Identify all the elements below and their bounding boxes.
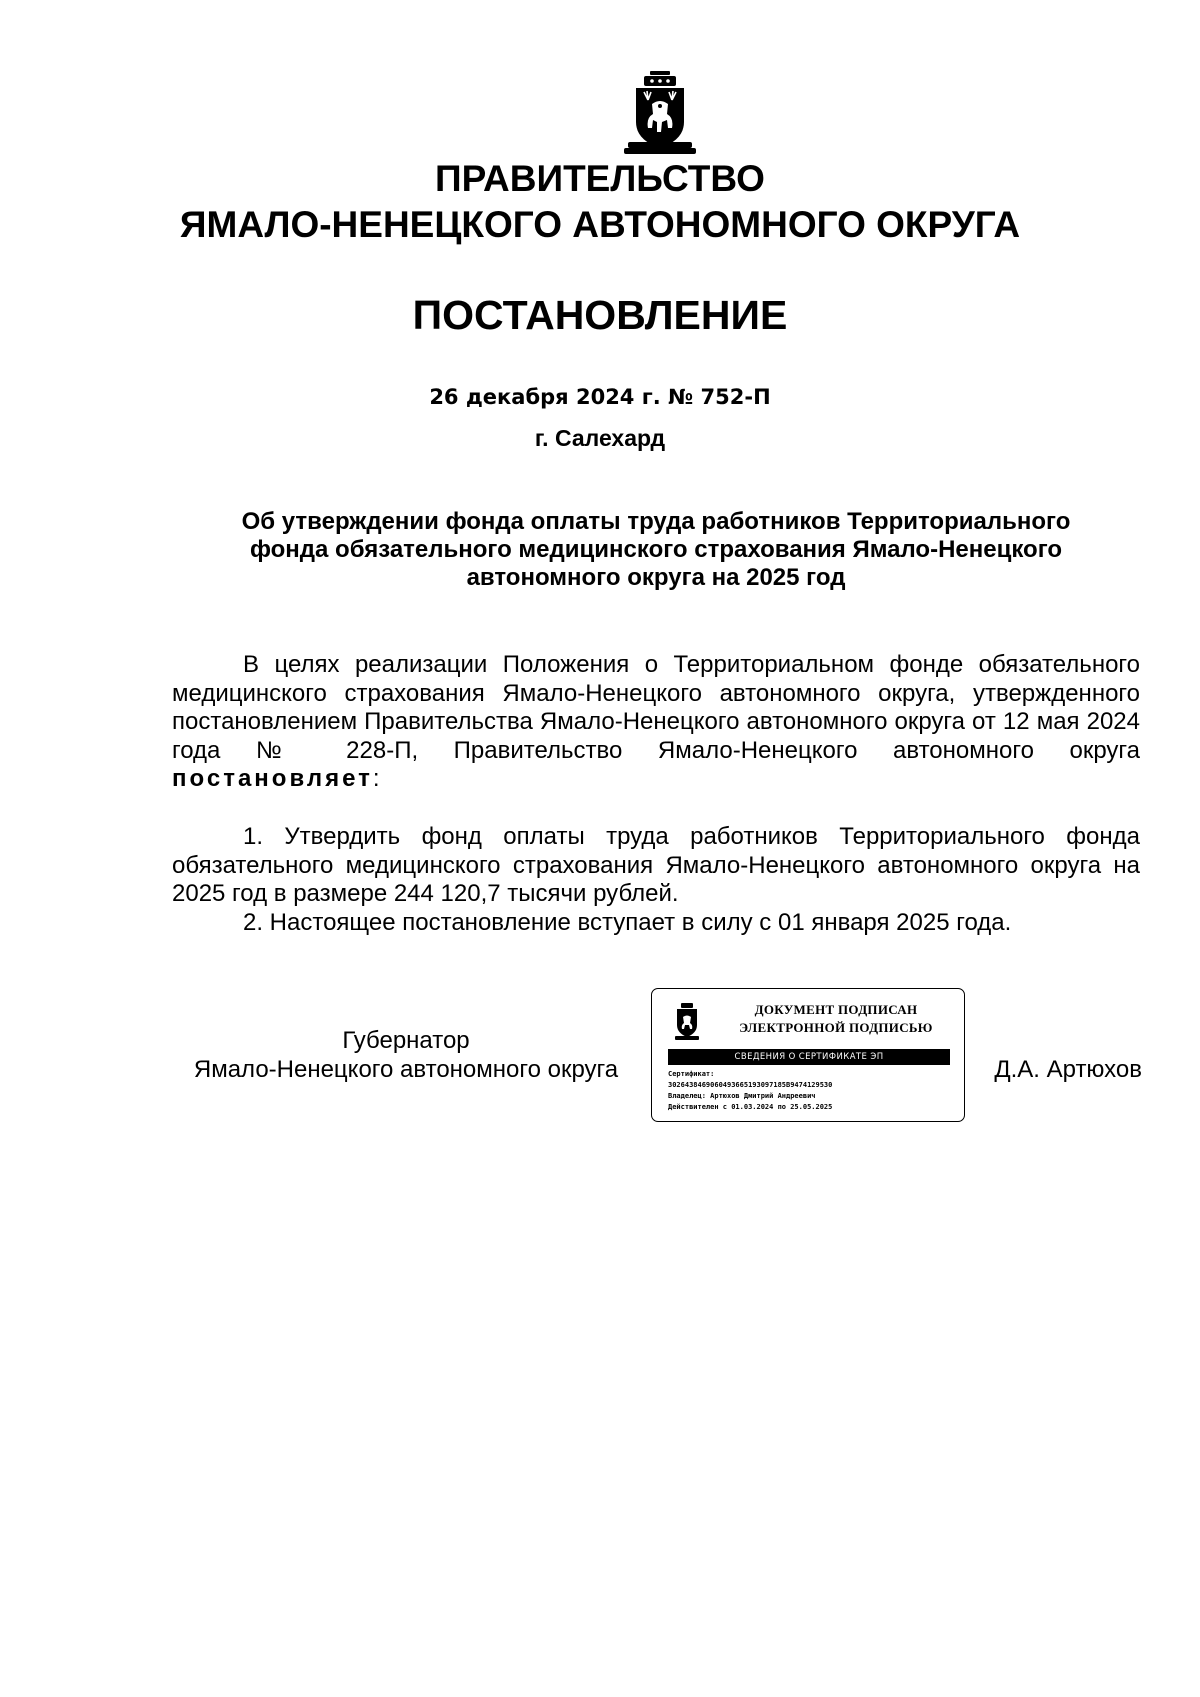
certificate-owner: Владелец: Артюхов Дмитрий Андреевич [668, 1092, 816, 1100]
subject-line-2: фонда обязательного медицинского страхования Ямало-Ненецкого [249, 536, 1063, 563]
resolution-item-2: 2. Настоящее постановление вступает в силу с 01 января 2025 года. [243, 908, 1012, 936]
resolution-item-1: 1. Утвердить фонд оплаты труда работников Территориального фонда обязательного медицинского страхования Ямало-Ненецкого автономного округа на 2025 год в размере 244 120,7 тысячи рублей. [172, 823, 1140, 907]
government-name-line-1: ПРАВИТЕЛЬСТВО [435, 158, 765, 199]
stamp-certificate-bar: СВЕДЕНИЯ О СЕРТИФИКАТЕ ЭП [668, 1049, 950, 1065]
preamble [172, 651, 1140, 794]
document-city: г. Салехард [534, 425, 666, 451]
subject-line-3: автономного округа на 2025 год [466, 564, 846, 591]
stamp-header-line-2: ЭЛЕКТРОННОЙ ПОДПИСЬЮ [739, 1020, 933, 1035]
decree-word: постановляет [172, 765, 373, 792]
signatory-name: Д.А. Артюхов [994, 1056, 1142, 1083]
certificate-number: 3026438469060493665193097185B9474129530 [668, 1081, 833, 1089]
document-subject [172, 508, 1140, 592]
electronic-signature-stamp [651, 988, 965, 1122]
stamp-certificate-details [668, 1069, 958, 1113]
stamp-header [712, 1001, 960, 1037]
document-type: ПОСТАНОВЛЕНИЕ [412, 292, 788, 338]
subject-line-1: Об утверждении фонда оплаты труда работников Территориального [241, 508, 1071, 535]
preamble-paragraph [172, 651, 1140, 794]
certificate-validity: Действителен с 01.03.2024 по 25.05.2025 [668, 1103, 833, 1111]
signatory-title [172, 1026, 640, 1084]
government-name [0, 156, 1200, 248]
preamble-text: В целях реализации Положения о Территориальном фонде обязательного медицинского страхования Ямало-Ненецкого автономного округа, утвержденного постановлением Правительства Ямало-Ненецкого автономного округа от 12 мая 2024 года № 228-П, Правительство Ямало-Ненецкого автономного округа [172, 651, 1140, 764]
stamp-header-line-1: ДОКУМЕНТ ПОДПИСАН [754, 1002, 918, 1017]
resolution-items [172, 823, 1140, 937]
yanao-coat-of-arms-small-icon [672, 1003, 702, 1041]
yanao-coat-of-arms-icon [622, 70, 698, 156]
document-date-number: 26 декабря 2024 г. № 752-П [429, 385, 771, 409]
signatory-title-line-1: Губернатор [342, 1027, 470, 1054]
preamble-end: : [372, 765, 380, 792]
certificate-label: Сертификат: [668, 1070, 715, 1078]
government-name-line-2: ЯМАЛО-НЕНЕЦКОГО АВТОНОМНОГО ОКРУГА [179, 204, 1021, 245]
signatory-title-line-2: Ямало-Ненецкого автономного округа [193, 1056, 619, 1083]
